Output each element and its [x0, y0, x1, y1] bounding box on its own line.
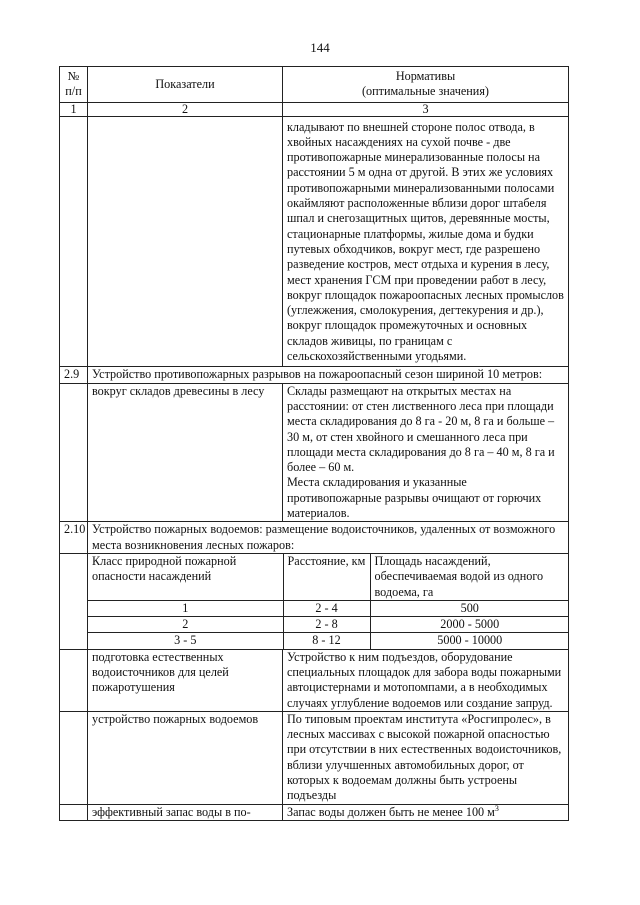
subtable-cell: 8 - 12: [283, 633, 370, 649]
empty-cell: [60, 649, 88, 711]
subtable-row: [88, 617, 569, 633]
subtable-cell: 3 - 5: [88, 633, 283, 649]
index-cell-1: 1: [60, 102, 88, 116]
header-num: [60, 67, 88, 103]
section-210-number: 2.10: [60, 522, 88, 554]
continuation-row: [60, 116, 569, 367]
section-29-title-row: [60, 367, 569, 383]
section-29-indicator: вокруг складов древесины в лесу: [88, 383, 283, 522]
header-row: [60, 67, 569, 103]
section-210-title-row: [60, 522, 569, 554]
subtable-header-area: Площадь насаждений, обеспечиваемая водой из одного водоема, га: [370, 554, 569, 600]
subtable-cell: 2: [88, 617, 283, 633]
subtable-cell: 2000 - 5000: [370, 617, 569, 633]
subtable-cell: 1: [88, 600, 283, 616]
cubic-superscript: 3: [494, 803, 499, 813]
header-num-line1: №: [67, 69, 80, 83]
subtable-row: [88, 633, 569, 649]
header-indicators: Показатели: [88, 67, 283, 103]
section-210-title: Устройство пожарных водоемов: размещение водоисточников, удаленных от возможного места возникновения лесных пожаров:: [88, 522, 569, 554]
section-29-norm-1: Склады размещают на открытых местах на расстоянии: от стен лиственного леса при площади места складирования до 8 га - 20 м, 8 га и больше – 30 м, от стен хвойного и смешанного леса при площади места складирования до 8 га – 40 м, 8 га и более – 60 м.: [287, 383, 555, 475]
header-num-line2: п/п: [65, 84, 82, 99]
subtable-header-distance: Расстояние, км: [283, 554, 370, 600]
section-29-item-row: [60, 383, 569, 522]
index-cell-3: 3: [283, 102, 569, 116]
section-210-item-3-norm: [283, 804, 569, 820]
index-row: [60, 102, 569, 116]
section-210-item-row: [60, 804, 569, 820]
section-210-item-row: [60, 649, 569, 711]
continuation-text: кладывают по внешней стороне полос отвода, в хвойных насаждениях на сухой почве - две противопожарные минерализованные полосы на расстоянии 5 м одна от другой. В этих же условиях противопожарными минерализованными полосами окаймляют расположенные вблизи дорог штабеля шпал и снегозащитных щитов, деревянные мосты, стационарные платформы, жилые дома и будки путевых обходчиков, вокруг мест, где разрешено разведение костров, мест отдыха и курения в лесу, мест хранения ГСМ при проведении работ в лесу, вокруг площадок пожароопасных лесных промыслов (углежжения, смолокурения, дегтекурения и др.), вокруг площадок промежуточных и основных складов живицы, по границам с сельскохозяйственными угодьями.: [283, 116, 569, 367]
header-norms-line2: (оптимальные значения): [362, 84, 489, 99]
section-210-item-3-indicator: эффективный запас воды в по-: [88, 804, 283, 820]
subtable-row: [88, 600, 569, 616]
section-210-item-2-norm: По типовым проектам института «Росгипролес», в лесных массивах с высокой пожарной опасностью при отсутствии в них естественных водоисточников, вблизи улучшенных автомобильных дорог, от которых к водоемам должны быть устроены подъезды: [283, 711, 569, 804]
subtable-host: [88, 553, 569, 649]
empty-cell: [60, 116, 88, 367]
index-cell-2: 2: [88, 102, 283, 116]
section-210-item-1-indicator: подготовка естественных водоисточников для целей пожаротушения: [88, 649, 283, 711]
subtable-cell: 500: [370, 600, 569, 616]
empty-cell: [60, 711, 88, 804]
subtable-cell: 5000 - 10000: [370, 633, 569, 649]
subtable-header-row: [88, 554, 569, 600]
page-number: 144: [310, 40, 330, 55]
section-210-item-2-indicator: устройство пожарных водоемов: [88, 711, 283, 804]
empty-cell: [60, 804, 88, 820]
section-29-title: Устройство противопожарных разрывов на пожароопасный сезон шириной 10 метров:: [88, 367, 569, 383]
subtable-cell: 2 - 8: [283, 617, 370, 633]
section-210-item-3-norm-text: Запас воды должен быть не менее 100 м: [287, 804, 495, 819]
empty-cell: [60, 383, 88, 522]
subtable-cell: 2 - 4: [283, 600, 370, 616]
empty-cell: [60, 553, 88, 649]
norms-table: [59, 66, 569, 821]
section-29-norm: [283, 383, 569, 522]
header-norms: [283, 67, 569, 103]
section-29-number: 2.9: [60, 367, 88, 383]
section-210-item-row: [60, 711, 569, 804]
fire-class-subtable: [88, 554, 569, 649]
empty-cell: [88, 116, 283, 367]
subtable-header-class: Класс природной пожарной опасности насаждений: [88, 554, 283, 600]
header-norms-line1: Нормативы: [395, 69, 456, 83]
section-210-item-1-norm: Устройство к ним подъездов, оборудование специальных площадок для забора воды пожарными автоцистернами и мотопомпами, а в необходимых случаях углубление водоемов или создание запруд.: [283, 649, 569, 711]
section-210-subtable-row: [60, 553, 569, 649]
section-29-norm-2: Места складирования и указанные противопожарные разрывы очищают от горючих материалов.: [287, 475, 542, 521]
